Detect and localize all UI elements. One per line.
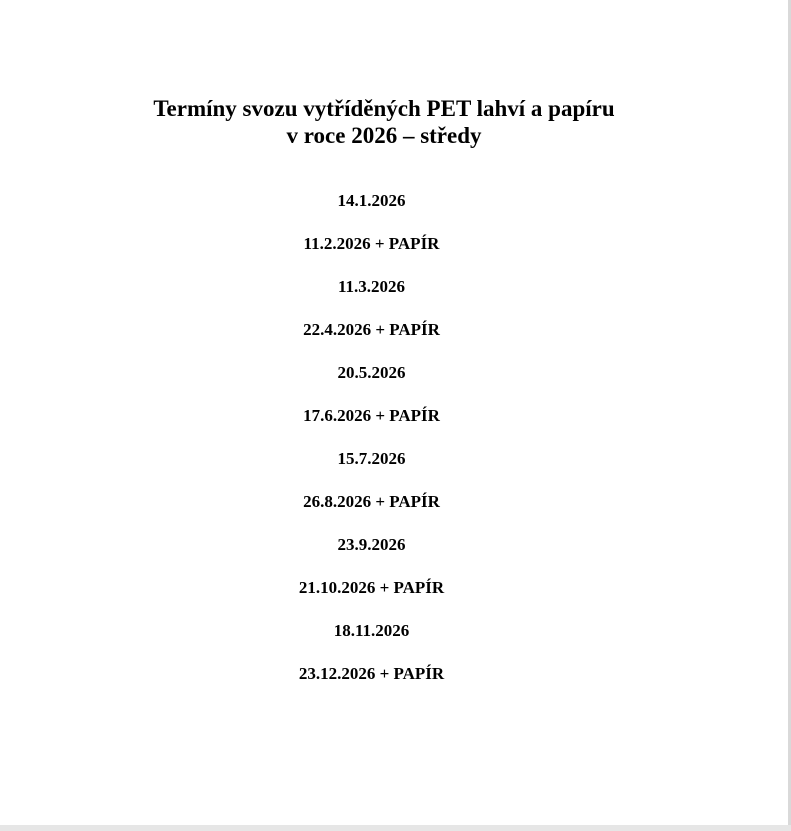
collection-date: 20.5.2026 bbox=[337, 363, 406, 382]
collection-dates-list bbox=[0, 188, 743, 704]
collection-date: 15.7.2026 bbox=[337, 449, 406, 468]
collection-date: 17.6.2026 + PAPÍR bbox=[303, 406, 440, 425]
collection-date: 18.11.2026 bbox=[333, 621, 410, 640]
collection-date: 14.1.2026 bbox=[337, 191, 406, 210]
collection-date: 23.9.2026 bbox=[337, 535, 406, 554]
document-title bbox=[0, 95, 768, 149]
collection-date: 22.4.2026 + PAPÍR bbox=[303, 320, 440, 339]
viewer-bottom-strip bbox=[0, 825, 791, 831]
collection-date: 21.10.2026 + PAPÍR bbox=[298, 578, 445, 597]
collection-date: 26.8.2026 + PAPÍR bbox=[303, 492, 440, 511]
collection-date: 11.3.2026 bbox=[337, 277, 406, 296]
title-line-2: v roce 2026 – středy bbox=[286, 123, 482, 148]
title-line-1: Termíny svozu vytříděných PET lahví a papíru bbox=[153, 96, 615, 121]
collection-date: 23.12.2026 + PAPÍR bbox=[298, 664, 445, 683]
collection-date: 11.2.2026 + PAPÍR bbox=[303, 234, 440, 253]
